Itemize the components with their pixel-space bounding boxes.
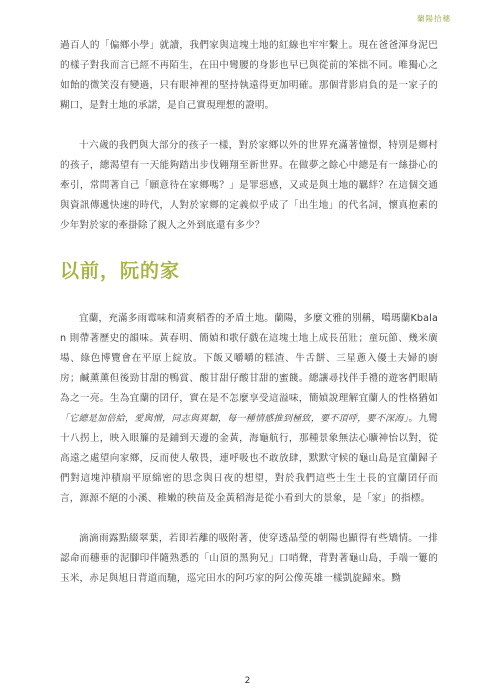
paragraph-3-text-b: 。九彎十八拐上，映入眼簾的是鋪到天邊的金黃，海龜航行，那種景象無法心曠神怡以對，從高遠之處望向家鄉，反而使人敬畏，連呼吸也不敢放肆，默默守候的龜山島是宜蘭歸子們對這塊沖積扇平原綿密的思念與日夜的想望，對於我們這些土生土長的宜蘭囝仔而言，源源不絕的小溪、稚嫩的秧苗及金黃稻海是從小看到大的景象，是「家」的指標。: [60, 413, 439, 504]
paragraph-3: [60, 309, 438, 509]
paragraph-2: 十六歲的我們與大部分的孩子一樣，對於家鄉以外的世界充滿著憧憬，特別是鄉村的孩子，總渴望有一天能夠踏出步伐翱翔至新世界。在做夢之餘心中總是有一絲掛心的牽引，常問著自己「願意待在家鄉嗎？」是罪惡感，又或是與土地的羈絆？在這個交通與資訊傳遞快速的時代，人對於家鄉的定義似乎成了「出生地」的代名詞，懷真抱素的少年對於家的牽掛除了親人之外到底還有多少？: [60, 140, 438, 231]
paragraph-4: 滴滴雨露點綴翠葉，若即若離的吸附著，使穿透晶瑩的朝陽也顯得有些矯情。一排認命而穗垂的泥腳印伴隨熟悉的「山頂的黑狗兄」口哨聲，背對著龜山島，手端一簍的玉米，赤足與旭日背道而馳，巡完田水的阿巧家的阿公像英雄一樣凱旋歸來。黝: [60, 533, 438, 584]
section-title: 以前，阮的家: [60, 260, 181, 282]
page-body: [60, 30, 438, 609]
paragraph-1: 過百人的「偏鄉小學」就讀，我們家與這塊土地的紅線也牢牢繫上。現在爸爸渾身泥巴的樣子對我而言已經不再陌生，在田中彎腰的身影也早已與從前的笨拙不同。唯獨心之如飴的微笑沒有變過，只有眼神裡的堅持執遠得更加明確。那個背影肩負的是一家子的糊口，是對土地的承諾，是自己實現理想的證明。: [60, 40, 438, 111]
paragraph-3-text-a: 宜蘭，充滿多雨霉味和清爽稻香的矛盾土地。蘭陽，多麼文雅的別稱，噶瑪蘭Kbalan 則帶著歷史的韻味。黃春明、簡媜和歌仔戲在這塊土地上成長茁壯；童玩節、幾米廣場、綠色博覽會在平原上綻放。下飯又嚼嚼的糕渣、牛舌餅、三星蔥入優土夫婦的廚房；鹹薰薰但後勁甘甜的鴨賞、酸甘甜仔酸甘甜的蜜餞。總讓尋找伴手禮的遊客們眼睛為之一亮。生為宜蘭的囝仔，實在是不怎麼享受這溢味，簡媜說理解宜蘭人的性格猶如: [60, 313, 438, 404]
page-number: 2: [244, 676, 251, 686]
paragraph-3-quote: 「它總是加倍給，愛與憎，同志與異類，每一種情感推到極致，要不頂呼，要不深海」: [60, 414, 409, 424]
running-header: 蘭陽拾穗: [417, 14, 451, 23]
